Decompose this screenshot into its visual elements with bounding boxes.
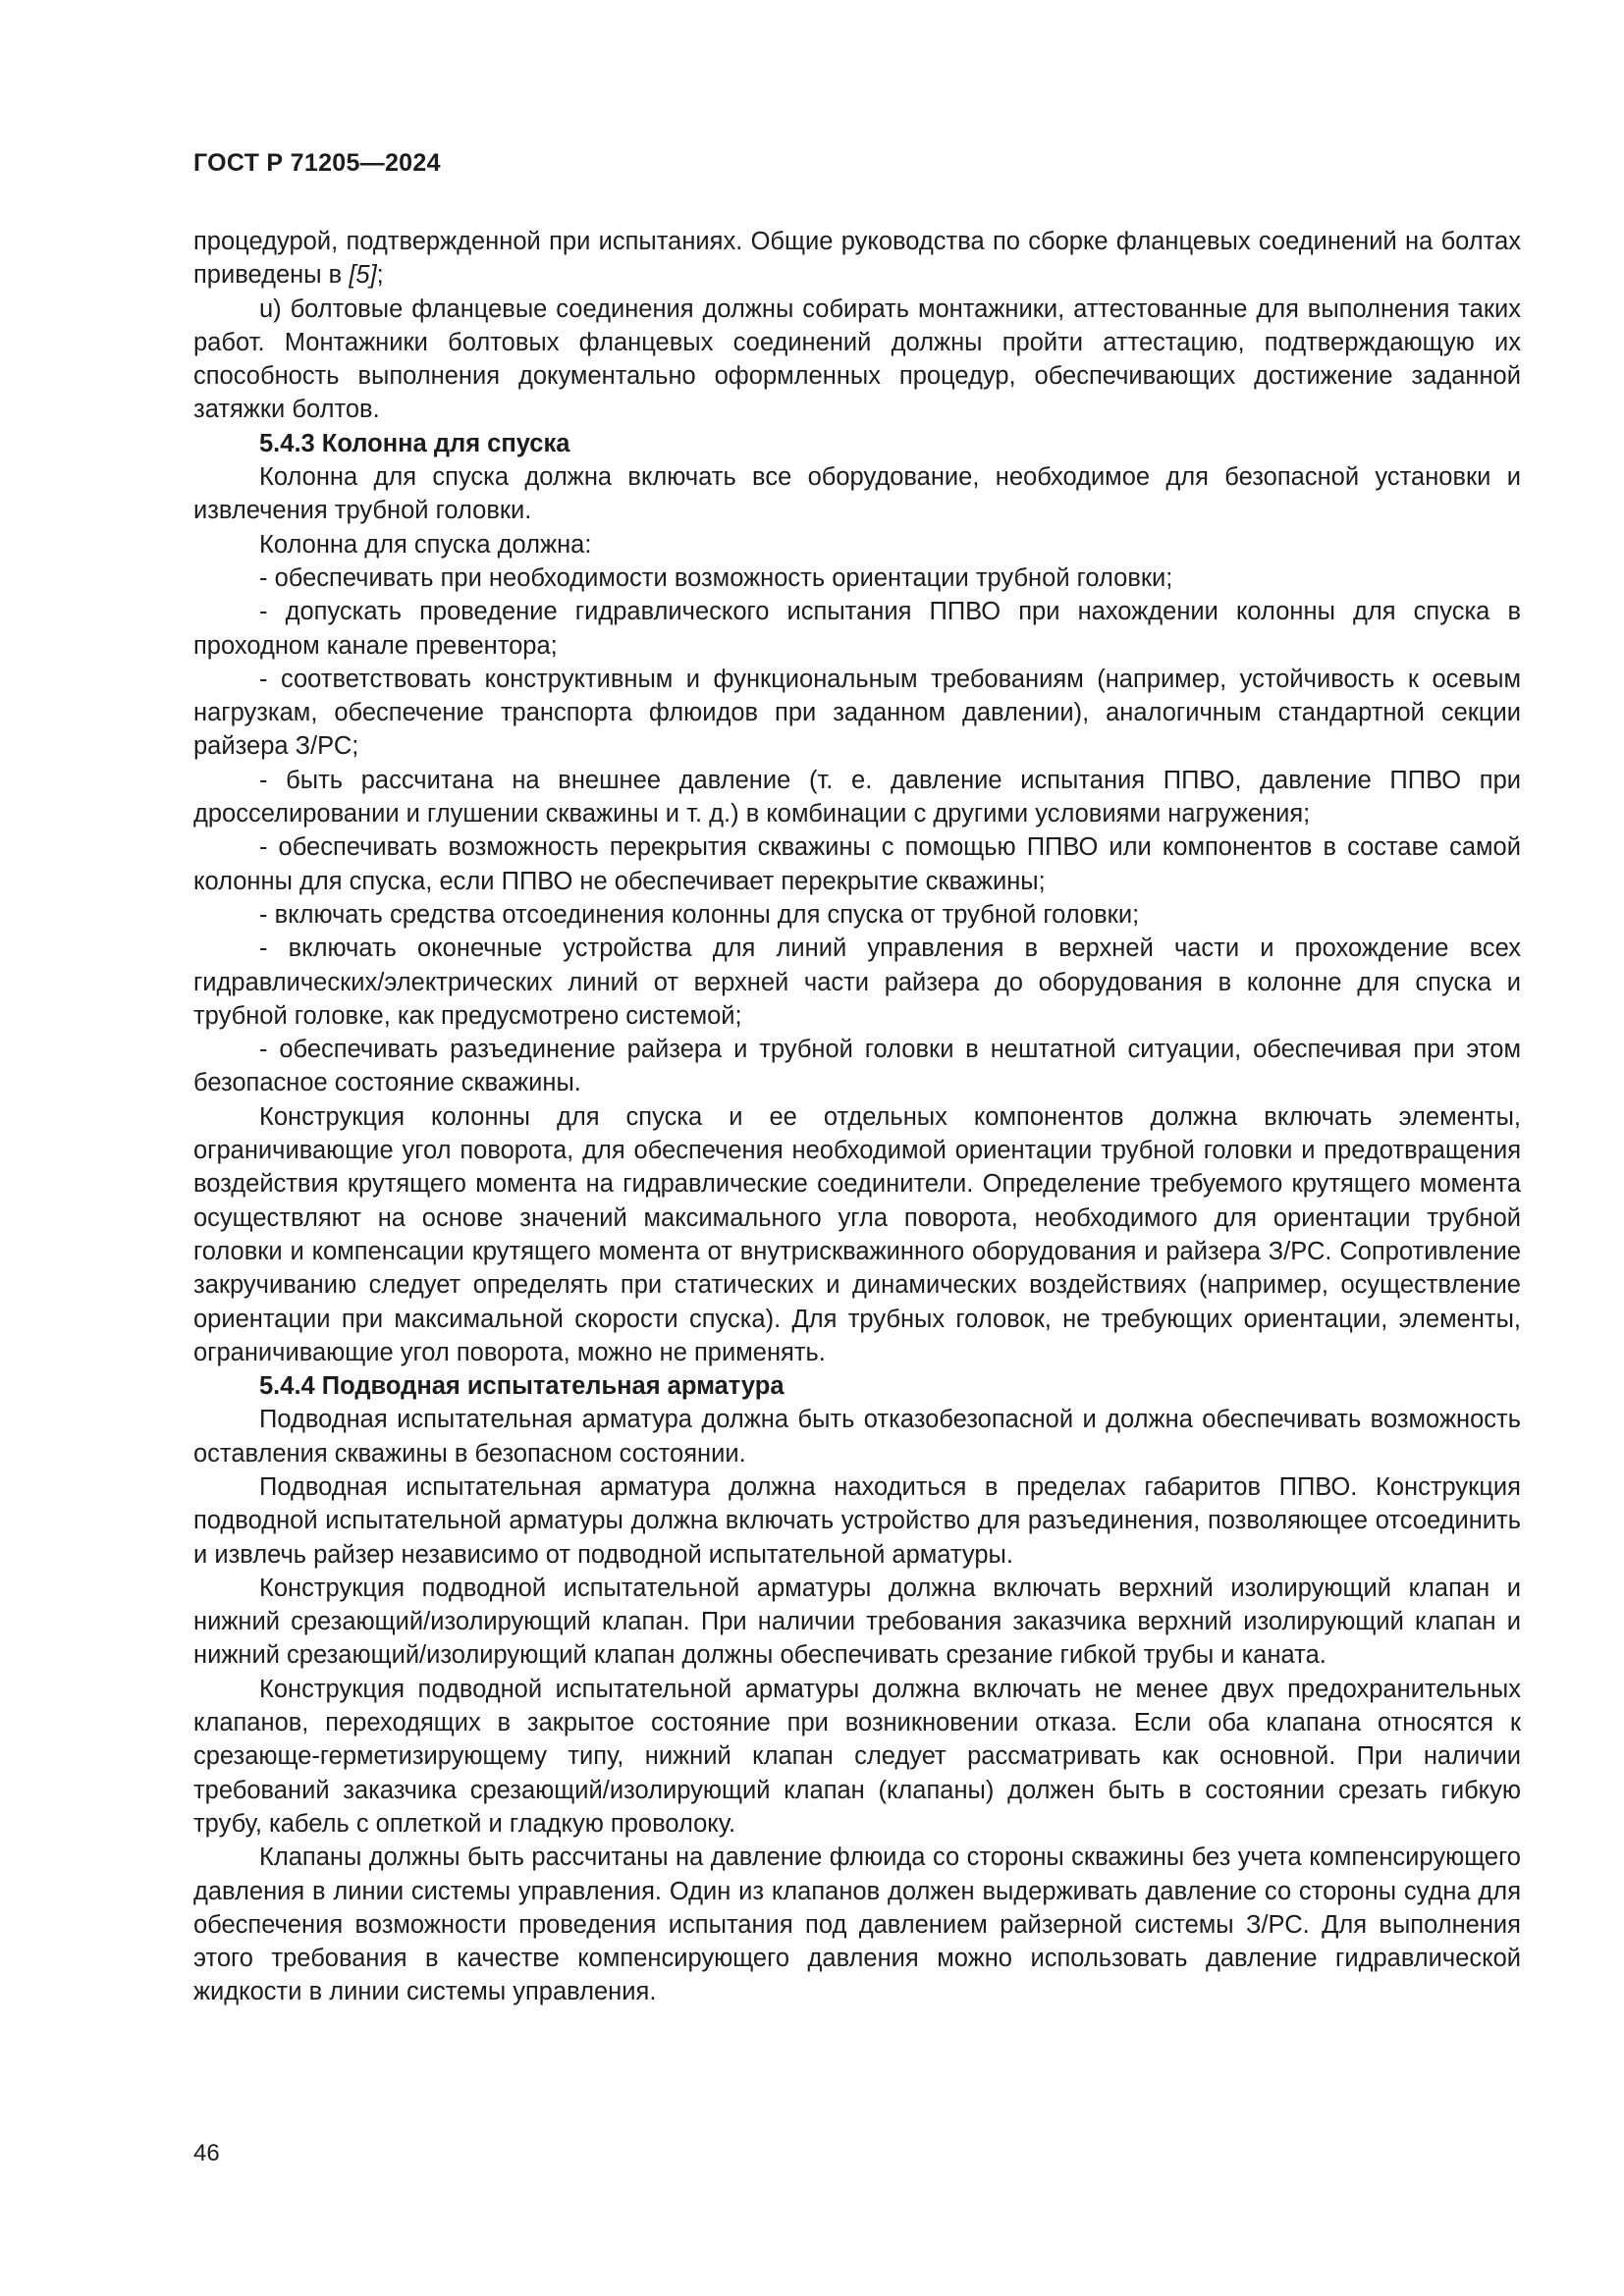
list-item: - соответствовать конструктивным и функциональным требованиям (например, устойчивость к осевым нагрузкам, обеспечение транспорта флюидов при заданном давлении), аналогичным стандартной секции райзера З/РС;: [193, 665, 1521, 761]
document-body: [193, 225, 1521, 2009]
page-number: 46: [193, 2140, 220, 2166]
paragraph: процедурой, подтвержденной при испытаниях. Общие руководства по сборке фланцевых соединений на болтах приведены в [5];: [193, 228, 1521, 290]
reference: [5]: [349, 261, 377, 290]
paragraph: Конструкция подводной испытательной арматуры должна включать верхний изолирующий клапан и нижний срезающий/изолирующий клапан. При наличии требования заказчика верхний изолирующий клапан и нижний срезающий/изолирующий клапан должны обеспечивать срезание гибкой трубы и каната.: [193, 1574, 1521, 1670]
paragraph: u) болтовые фланцевые соединения должны собирать монтажники, аттестованные для выполнения таких работ. Монтажники болтовых фланцевых соединений должны пройти аттестацию, подтверждающую их способность выполнения документально оформленных процедур, обеспечивающих достижение заданной затяжки болтов.: [193, 294, 1521, 424]
paragraph: Колонна для спуска должна:: [259, 530, 592, 559]
paragraph: Колонна для спуска должна включать все оборудование, необходимое для безопасной установки и извлечения трубной головки.: [193, 463, 1521, 525]
list-item: - включать средства отсоединения колонны для спуска от трубной головки;: [259, 900, 1140, 929]
paragraph: Подводная испытательная арматура должна быть отказобезопасной и должна обеспечивать возможность оставления скважины в безопасном состоянии.: [193, 1406, 1521, 1468]
section-heading: 5.4.4 Подводная испытательная арматура: [259, 1372, 785, 1401]
paragraph: Подводная испытательная арматура должна находиться в пределах габаритов ППВО. Конструкция подводной испытательной арматуры должна включать устройство для разъединения, позволяющее отсоединить и извлечь райзер независимо от подводной испытательной арматуры.: [193, 1472, 1521, 1569]
list-item: - обеспечивать при необходимости возможность ориентации трубной головки;: [259, 563, 1173, 592]
paragraph: Конструкция подводной испытательной арматуры должна включать не менее двух предохранительных клапанов, переходящих в закрытое состояние при возникновении отказа. Если оба клапана относятся к срезающе-герметизирующему типу, нижний клапан следует рассматривать как основной. При наличии требований заказчика срезающий/изолирующий клапан (клапаны) должен быть в состоянии срезать гибкую трубу, кабель с оплеткой и гладкую проволоку.: [193, 1675, 1521, 1838]
document-header: ГОСТ Р 71205—2024: [193, 149, 441, 177]
section-heading: 5.4.3 Колонна для спуска: [259, 429, 570, 457]
list-item: - быть рассчитана на внешнее давление (т. е. давление испытания ППВО, давление ППВО при дросселировании и глушении скважины и т. д.) в комбинации с другими условиями нагружения;: [193, 766, 1521, 828]
list-item: - включать оконечные устройства для линий управления в верхней части и прохождение всех гидравлических/электрических линий от верхней части райзера до оборудования в колонне для спуска и трубной головке, как предусмотрено системой;: [193, 934, 1521, 1030]
list-item: - обеспечивать возможность перекрытия скважины с помощью ППВО или компонентов в составе самой колонны для спуска, если ППВО не обеспечивает перекрытие скважины;: [193, 833, 1521, 895]
paragraph: Конструкция колонны для спуска и ее отдельных компонентов должна включать элементы, ограничивающие угол поворота, для обеспечения необходимой ориентации трубной головки и предотвращения воздействия крутящего момента на гидравлические соединители. Определение требуемого крутящего момента осуществляют на основе значений максимального угла поворота, необходимого для ориентации трубной головки и компенсации крутящего момента от внутрискважинного оборудования и райзера З/РС. Сопротивление закручиванию следует определять при статических и динамических воздействиях (например, осуществление ориентации при максимальной скорости спуска). Для трубных головок, не требующих ориентации, элементы, ограничивающие угол поворота, можно не применять.: [193, 1102, 1521, 1366]
paragraph: Клапаны должны быть рассчитаны на давление флюида со стороны скважины без учета компенсирующего давления в линии системы управления. Один из клапанов должен выдерживать давление со стороны судна для обеспечения возможности проведения испытания под давлением райзерной системы З/РС. Для выполнения этого требования в качестве компенсирующего давления можно использовать давление гидравлической жидкости в линии системы управления.: [193, 1843, 1521, 2006]
list-item: - допускать проведение гидравлического испытания ППВО при нахождении колонны для спуска в проходном канале превентора;: [193, 598, 1521, 660]
list-item: - обеспечивать разъединение райзера и трубной головки в нештатной ситуации, обеспечивая при этом безопасное состояние скважины.: [193, 1036, 1521, 1097]
